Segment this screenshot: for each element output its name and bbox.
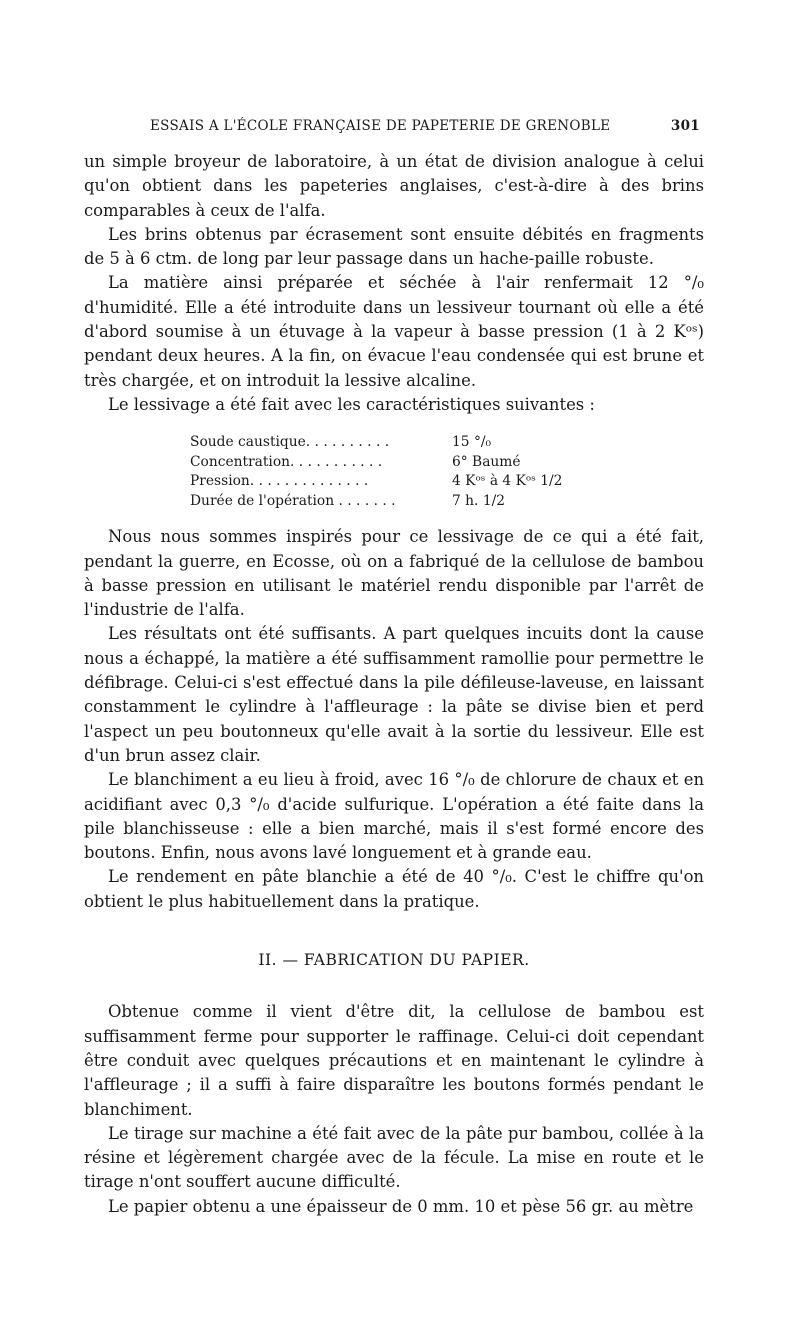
- section-heading: II. — FABRICATION DU PAPIER.: [258, 951, 530, 970]
- spec-label: Pression. . . . . . . . . . . . . .: [190, 473, 369, 490]
- table-row: [190, 472, 562, 492]
- spec-value: 7 h. 1/2: [452, 492, 506, 509]
- table-row: [190, 433, 562, 453]
- table-row: [190, 492, 562, 512]
- paragraph: La matière ainsi préparée et séchée à l'air renfermait 12 °/₀ d'humidité. Elle a été introduite dans un lessiveur tournant où elle a été d'abord soumise à un étuvage à la vapeur à basse pression (1 à 2 Kᵒˢ) pendant deux heures. A la fin, on évacue l'eau condensée qui est brune et très chargée, et on introduit la lessive alcaline.: [84, 273, 704, 390]
- page-body: [84, 150, 704, 1219]
- page-number: 301: [670, 118, 700, 134]
- paragraph: Le blanchiment a eu lieu à froid, avec 16 °/₀ de chlorure de chaux et en acidifiant avec 0,3 °/₀ d'acide sulfurique. L'opération a été faite dans la pile blanchisseuse : elle a bien marché, mais il s'est formé encore des boutons. Enfin, nous avons lavé longuement et à grande eau.: [84, 770, 704, 863]
- paragraph: Le tirage sur machine a été fait avec de la pâte pur bambou, collée à la résine et légèrement chargée avec de la fécule. La mise en route et le tirage n'ont souffert aucune difficulté.: [84, 1123, 704, 1192]
- spec-label: Soude caustique. . . . . . . . . .: [190, 434, 390, 451]
- table-row: [190, 453, 562, 473]
- paragraph: Obtenue comme il vient d'être dit, la cellulose de bambou est suffisamment ferme pour supporter le raffinage. Celui-ci doit cependant être conduit avec quelques précautions et en maintenant le cylindre à l'affleurage ; il a suffi à faire disparaître les boutons formés pendant le blanchiment.: [84, 1002, 704, 1119]
- paragraph: un simple broyeur de laboratoire, à un état de division analogue à celui qu'on obtient dans les papeteries anglaises, c'est-à-dire à des brins comparables à ceux de l'alfa.: [84, 152, 704, 220]
- spec-value: 6° Baumé: [452, 453, 521, 470]
- spec-label: Concentration. . . . . . . . . . .: [190, 453, 383, 470]
- spec-value: 15 °/₀: [452, 434, 492, 451]
- paragraph: Le rendement en pâte blanchie a été de 40 °/₀. C'est le chiffre qu'on obtient le plus habituellement dans la pratique.: [84, 867, 704, 911]
- spec-label: Durée de l'opération . . . . . . .: [190, 492, 396, 509]
- paragraph: Nous nous sommes inspirés pour ce lessivage de ce qui a été fait, pendant la guerre, en Ecosse, où on a fabriqué de la cellulose de bambou à basse pression en utilisant le matériel rendu disponible par l'arrêt de l'industrie de l'alfa.: [84, 527, 704, 620]
- spec-value: 4 Kᵒˢ à 4 Kᵒˢ 1/2: [452, 473, 563, 490]
- paragraph: Le lessivage a été fait avec les caractéristiques suivantes :: [108, 394, 595, 414]
- running-title: ESSAIS A L'ÉCOLE FRANÇAISE DE PAPETERIE DE GRENOBLE: [150, 118, 611, 134]
- lessivage-specs-table: [190, 433, 562, 511]
- paragraph: Les résultats ont été suffisants. A part quelques incuits dont la cause nous a échappé, la matière a été suffisamment ramollie pour permettre le défibrage. Celui-ci s'est effectué dans la pile défileuse-laveuse, en laissant constamment le cylindre à l'affleurage : la pâte se divise bien et perd l'aspect un peu boutonneux qu'elle avait à la sortie du lessiveur. Elle est d'un brun assez clair.: [84, 624, 704, 765]
- paragraph: Le papier obtenu a une épaisseur de 0 mm. 10 et pèse 56 gr. au mètre: [108, 1196, 694, 1216]
- paragraph: Les brins obtenus par écrasement sont ensuite débités en fragments de 5 à 6 ctm. de long par leur passage dans un hache-paille robuste.: [84, 224, 704, 269]
